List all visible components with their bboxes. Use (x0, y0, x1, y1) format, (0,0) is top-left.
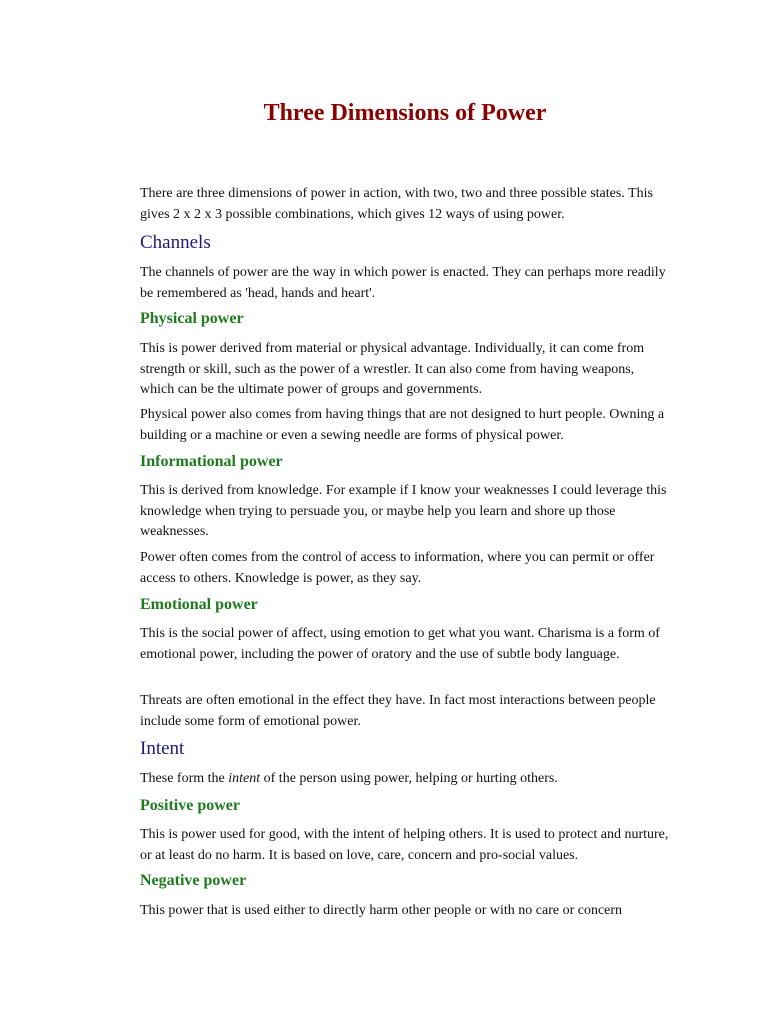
informational-section (140, 452, 670, 472)
page-title: Three Dimensions of Power (263, 100, 547, 126)
positive-section (140, 796, 670, 816)
informational-paragraph-2: Power often comes from the control of access to information, where you can permit or offer access to others. Knowledge is power, as they say. (140, 550, 655, 586)
positive-paragraph: This is power used for good, with the intent of helping others. It is used to protect and nurture, or at least do no harm. It is based on love, care, concern and pro-social values. (140, 827, 669, 863)
negative-body (140, 901, 670, 922)
emotional-section (140, 595, 670, 615)
intent-body (140, 769, 670, 790)
emotional-paragraph-1: This is the social power of affect, using emotion to get what you want. Charisma is a form of emotional power, including the power of oratory and the use of subtle body language. (140, 626, 660, 662)
negative-section (140, 871, 670, 891)
intro-paragraph: There are three dimensions of power in action, with two, two and three possible states. This gives 2 x 2 x 3 possible combinations, which gives 12 ways of using power. (140, 186, 653, 222)
emotional-paragraph-2: Threats are often emotional in the effect they have. In fact most interactions between people include some form of emotional power. (140, 693, 656, 729)
emotional-power-heading: Emotional power (140, 596, 258, 613)
physical-section (140, 309, 670, 329)
informational-body-2 (140, 548, 670, 589)
informational-power-heading: Informational power (140, 453, 283, 470)
physical-body-2 (140, 405, 670, 446)
physical-power-heading: Physical power (140, 310, 244, 327)
channels-heading: Channels (140, 232, 211, 253)
intent-text-before: These form the (140, 771, 229, 786)
informational-paragraph-1: This is derived from knowledge. For example if I know your weaknesses I could leverage this knowledge when trying to persuade you, or maybe help you learn and shore up those weaknesses. (140, 483, 667, 539)
channels-paragraph: The channels of power are the way in which power is enacted. They can perhaps more readily be remembered as 'head, hands and heart'. (140, 265, 666, 301)
physical-paragraph-1: This is power derived from material or physical advantage. Individually, it can come from strength or skill, such as the power of a wrestler. It can also come from having weapons, which can be the ultimate power of groups and governments. (140, 341, 645, 397)
positive-body (140, 825, 670, 866)
emotional-body-2 (140, 691, 670, 732)
physical-paragraph-2: Physical power also comes from having things that are not designed to hurt people. Owning a building or a machine or even a sewing needle are forms of physical power. (140, 407, 665, 443)
intro-section (140, 184, 670, 225)
negative-power-heading: Negative power (140, 872, 247, 889)
intent-text-emphasis: intent (228, 771, 261, 786)
channels-body (140, 263, 670, 304)
emotional-body-1 (140, 624, 670, 665)
intent-text-after: of the person using power, helping or hurting others. (260, 771, 558, 786)
intent-paragraph (140, 769, 670, 790)
channels-section (140, 232, 670, 254)
informational-body-1 (140, 481, 670, 543)
intent-heading: Intent (140, 738, 185, 759)
intent-section (140, 738, 670, 760)
negative-paragraph: This power that is used either to directly harm other people or with no care or concern (140, 903, 623, 918)
positive-power-heading: Positive power (140, 797, 240, 814)
physical-body-1 (140, 339, 670, 401)
